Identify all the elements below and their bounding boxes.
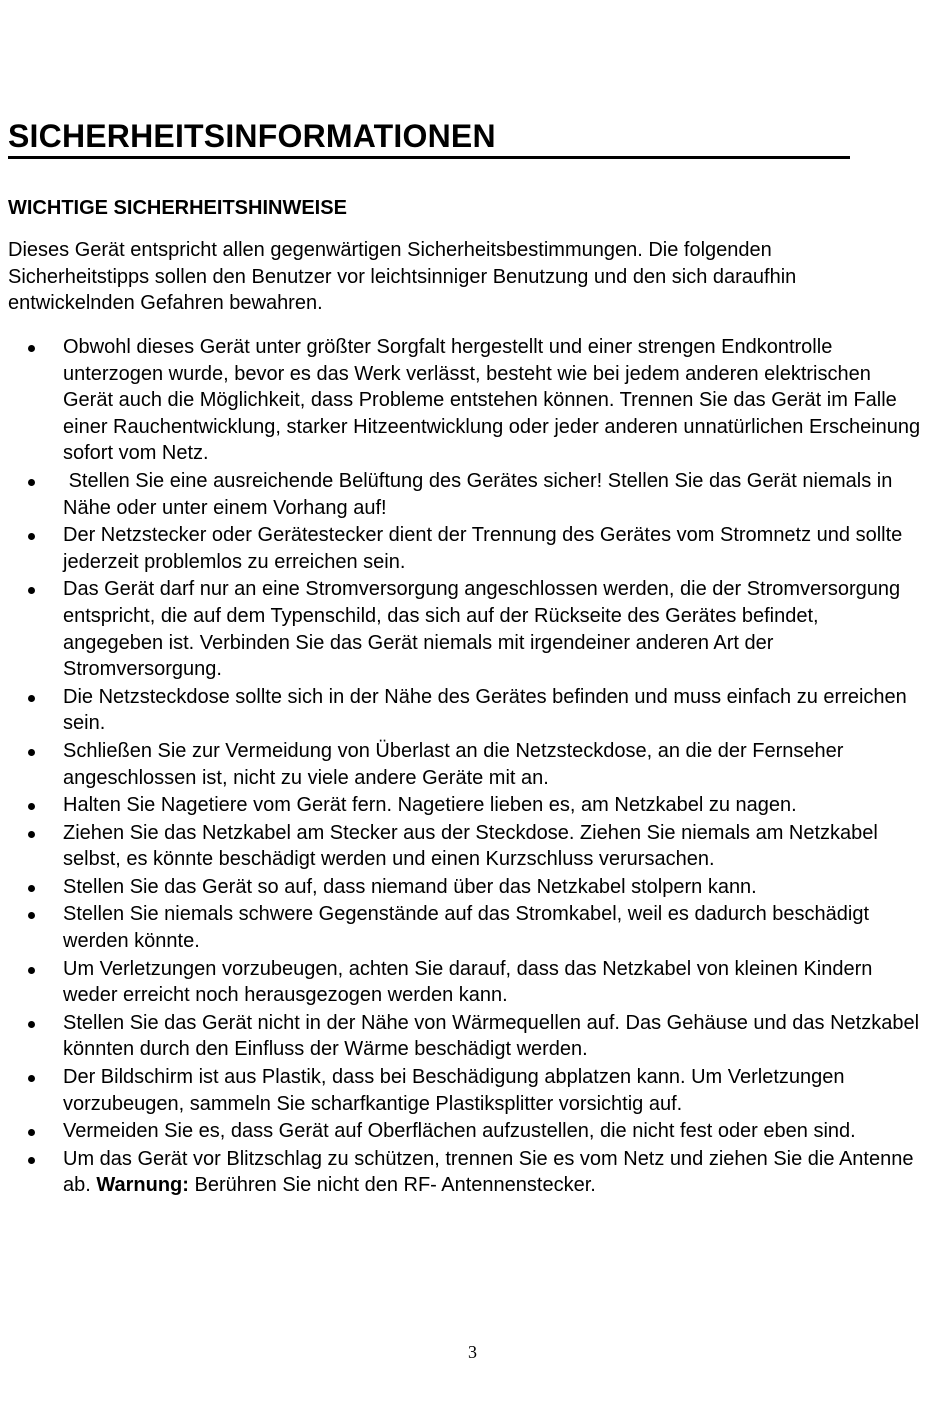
- list-item: [8, 820, 923, 873]
- list-item: [8, 792, 923, 819]
- bullet-icon: [28, 803, 35, 810]
- bullet-icon: [28, 587, 35, 594]
- bullet-icon: [28, 345, 35, 352]
- list-item: [8, 522, 923, 575]
- bullet-icon: [28, 1129, 35, 1136]
- list-item: [8, 1010, 923, 1063]
- list-item-text: Stellen Sie niemals schwere Gegenstände auf das Stromkabel, weil es dadurch beschädigt werden könnte.: [63, 903, 870, 953]
- list-item-text: Stellen Sie das Gerät nicht in der Nähe von Wärmequellen auf. Das Gehäuse und das Netzkabel könnten durch den Einfluss der Wärme beschädigt werden.: [63, 1011, 920, 1061]
- safety-bullet-list: [8, 334, 923, 1200]
- list-item-text: Berühren Sie nicht den RF- Antennenstecker.: [188, 1174, 596, 1197]
- list-item-text: Das Gerät darf nur an eine Stromversorgung angeschlossen werden, die der Stromversorgung entspricht, die auf dem Typenschild, das sich auf der Rückseite des Gerätes befindet, angegeben ist. Verbinden Sie das Gerät niemals mit irgendeiner anderen Art der Stromversorgung.: [63, 578, 901, 681]
- list-item-text: Obwohl dieses Gerät unter größter Sorgfalt hergestellt und einer strengen Endkontrolle unterzogen wurde, bevor es das Werk verlässt, besteht wie bei jedem anderen elektrischen Gerät auch die Möglichkeit, dass Probleme entstehen können. Trennen Sie das Gerät im Falle einer Rauchentwicklung, starker Hitzeentwicklung oder jeder anderen unnatürlichen Erscheinung sofort vom Netz.: [63, 336, 921, 465]
- list-item-text: Der Bildschirm ist aus Plastik, dass bei Beschädigung abplatzen kann. Um Verletzungen vorzubeugen, sammeln Sie scharfkantige Plastiksplitter vorsichtig auf.: [63, 1066, 845, 1115]
- list-item-warning: [8, 1146, 923, 1199]
- list-item-text: Ziehen Sie das Netzkabel am Stecker aus der Steckdose. Ziehen Sie niemals am Netzkabel selbst, es könnte beschädigt werden und einen Kurzschluss verursachen.: [63, 821, 878, 871]
- bullet-icon: [28, 912, 35, 919]
- intro-paragraph: Dieses Gerät entspricht allen gegenwärtigen Sicherheitsbestimmungen. Die folgenden Sicherheitstipps sollen den Benutzer vor leichtsinniger Benutzung und den sich daraufhin entwickelnden Gefahren bewahren.: [8, 239, 797, 314]
- list-item: [8, 874, 923, 901]
- list-item-text: Stellen Sie das Gerät so auf, dass niemand über das Netzkabel stolpern kann.: [63, 875, 757, 898]
- bullet-icon: [28, 967, 35, 974]
- list-item: [8, 468, 923, 521]
- warning-label: Warnung:: [96, 1174, 189, 1197]
- list-item: [8, 1064, 923, 1117]
- title-underline: [8, 116, 850, 159]
- list-item-text: Die Netzsteckdose sollte sich in der Nähe des Gerätes befinden und muss einfach zu erreichen sein.: [63, 685, 907, 735]
- list-item: [8, 684, 923, 737]
- list-item-text: Halten Sie Nagetiere vom Gerät fern. Nagetiere lieben es, am Netzkabel zu nagen.: [63, 794, 797, 817]
- list-item: [8, 334, 923, 467]
- section-heading: WICHTIGE SICHERHEITSHINWEISE: [8, 197, 347, 219]
- list-item: [8, 738, 923, 791]
- list-item: [8, 956, 923, 1009]
- list-item: [8, 901, 923, 954]
- bullet-icon: [28, 695, 35, 702]
- list-item-text: Um das Gerät vor Blitzschlag zu schützen, trennen Sie es vom Netz und ziehen Sie die Antenne ab.: [63, 1147, 920, 1197]
- list-item-text: Stellen Sie eine ausreichende Belüftung des Gerätes sicher! Stellen Sie das Gerät niemals in Nähe oder unter einem Vorhang auf!: [63, 469, 898, 519]
- list-item-text: Vermeiden Sie es, dass Gerät auf Oberflächen aufzustellen, die nicht fest oder eben sind.: [63, 1120, 856, 1143]
- list-item: [8, 576, 923, 682]
- list-item-text: Um Verletzungen vorzubeugen, achten Sie darauf, dass das Netzkabel von kleinen Kindern weder erreicht noch herausgezogen werden kann.: [63, 957, 873, 1007]
- list-item-text: Schließen Sie zur Vermeidung von Überlast an die Netzsteckdose, an die der Fernseher angeschlossen ist, nicht zu viele andere Geräte mit an.: [63, 739, 844, 789]
- list-item-text: Der Netzstecker oder Gerätestecker dient der Trennung des Gerätes vom Stromnetz und sollte jederzeit problemlos zu erreichen sein.: [63, 524, 903, 573]
- page-title: SICHERHEITSINFORMATIONEN: [8, 118, 496, 154]
- bullet-icon: [28, 533, 35, 540]
- list-item: [8, 1118, 923, 1145]
- bullet-icon: [28, 1075, 35, 1082]
- bullet-icon: [28, 1157, 35, 1164]
- bullet-icon: [28, 749, 35, 756]
- page-number: 3: [468, 1342, 477, 1362]
- bullet-icon: [28, 1021, 35, 1028]
- bullet-icon: [28, 479, 35, 486]
- bullet-icon: [28, 885, 35, 892]
- bullet-icon: [28, 831, 35, 838]
